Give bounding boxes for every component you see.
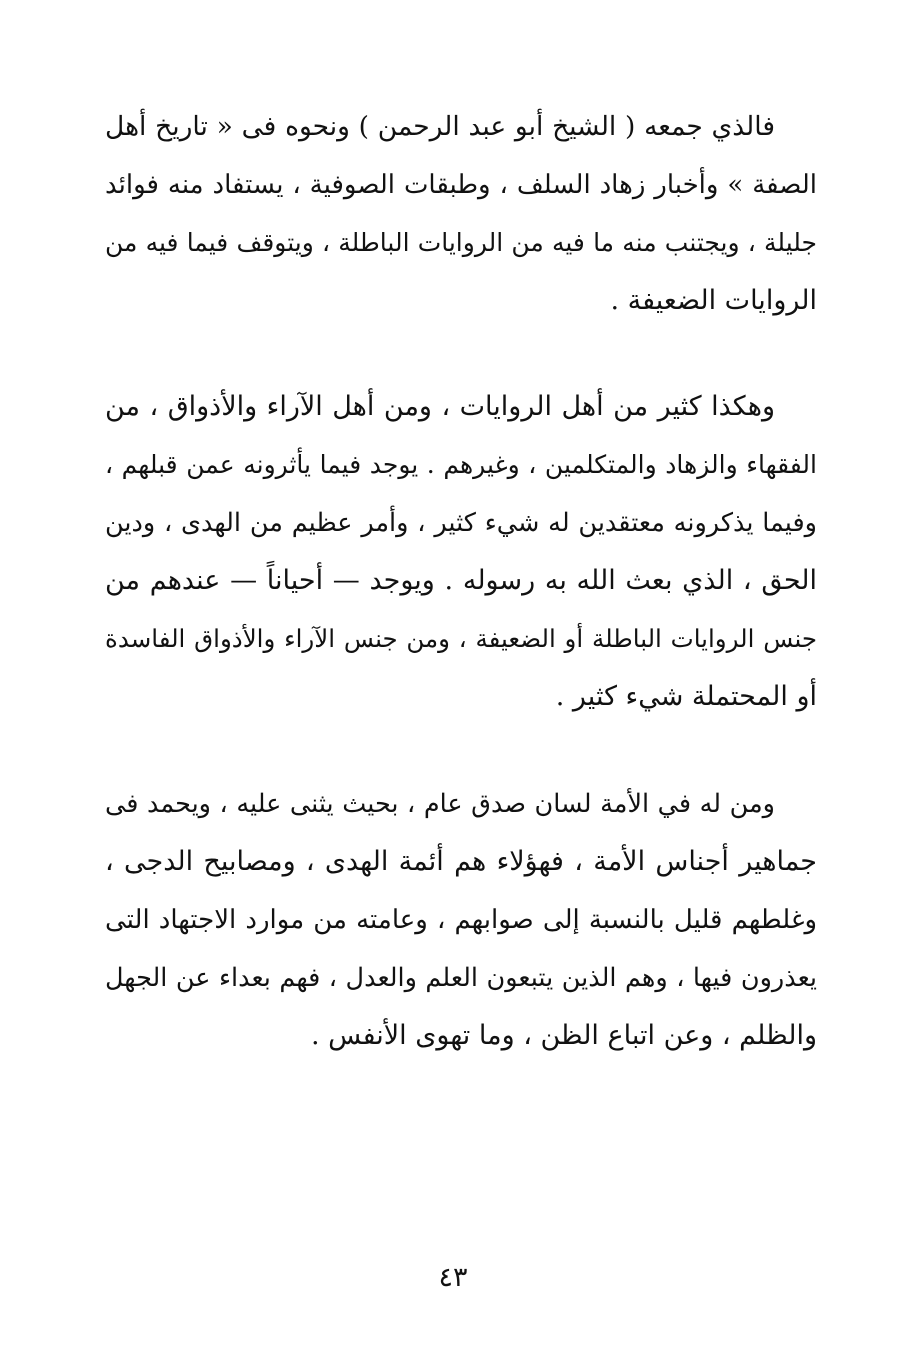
- paragraph-line: الحق ، الذي بعث الله به رسوله . ويوجد — أحياناً — عندهم من: [105, 565, 817, 596]
- paragraph-line: وهكذا كثير من أهل الروايات ، ومن أهل الآراء والأذواق ، من: [105, 391, 775, 422]
- paragraph-line: وغلطهم قليل بالنسبة إلى صوابهم ، وعامته من موارد الاجتهاد التى: [105, 905, 817, 935]
- paragraph-line: الفقهاء والزهاد والمتكلمين ، وغيرهم . يوجد فيما يأثرونه عمن قبلهم ،: [105, 450, 817, 479]
- paragraph-line: والظلم ، وعن اتباع الظن ، وما تهوى الأنفس .: [311, 1020, 817, 1051]
- paragraph-line: أو المحتملة شيء كثير .: [555, 681, 817, 712]
- paragraph-line: الصفة » وأخبار زهاد السلف ، وطبقات الصوفية ، يستفاد منه فوائد: [105, 170, 817, 200]
- paragraph-line: ومن له في الأمة لسان صدق عام ، بحيث يثنى عليه ، ويحمد فى: [105, 789, 775, 819]
- paragraph-line: جماهير أجناس الأمة ، فهؤلاء هم أئمة الهدى ، ومصابيح الدجى ،: [105, 846, 817, 877]
- paragraph-line: فالذي جمعه ( الشيخ أبو عبد الرحمن ) ونحوه فى « تاريخ أهل: [105, 111, 775, 142]
- paragraph-line: جنس الروايات الباطلة أو الضعيفة ، ومن جنس الآراء والأذواق الفاسدة: [105, 624, 817, 653]
- paragraph-line: الروايات الضعيفة .: [610, 285, 817, 316]
- paragraph-line: وفيما يذكرونه معتقدين له شيء كثير ، وأمر عظيم من الهدى ، ودين: [105, 508, 817, 538]
- paragraph-line: يعذرون فيها ، وهم الذين يتبعون العلم والعدل ، فهم بعداء عن الجهل: [105, 963, 817, 993]
- paragraph-line: جليلة ، ويجتنب منه ما فيه من الروايات الباطلة ، ويتوقف فيما فيه من: [105, 228, 817, 257]
- page-number: ٤٣: [438, 1262, 468, 1293]
